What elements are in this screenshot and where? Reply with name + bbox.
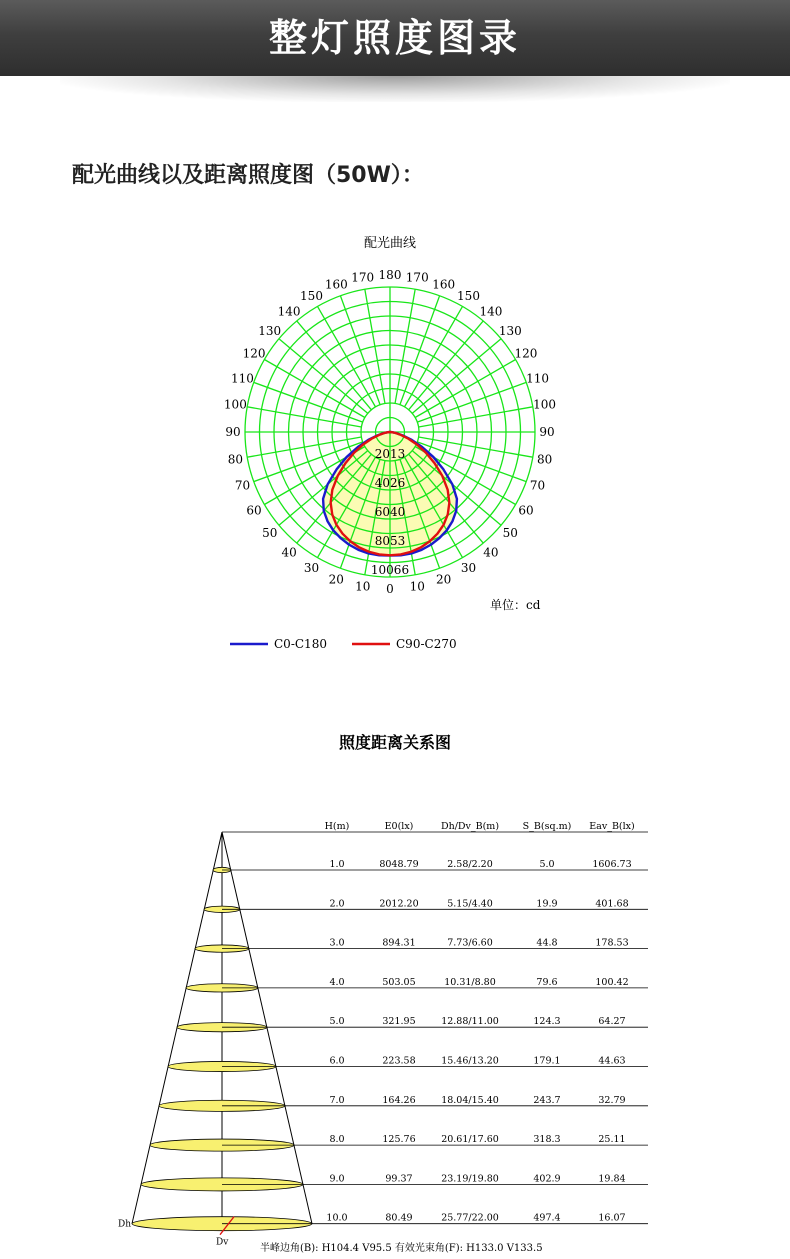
table-cell: 44.63 xyxy=(598,1055,626,1067)
polar-angle-label: 20 xyxy=(328,572,344,587)
polar-angle-label: 160 xyxy=(324,277,348,292)
polar-angle-label: 130 xyxy=(258,324,282,339)
table-cell: 100.42 xyxy=(595,976,629,988)
table-cell: 7.73/6.60 xyxy=(447,937,493,949)
polar-unit-label: 单位：cd xyxy=(490,598,541,612)
table-cell: 402.9 xyxy=(533,1173,561,1185)
polar-angle-label: 40 xyxy=(483,545,499,560)
polar-angle-label: 170 xyxy=(405,270,429,285)
polar-angle-label: 150 xyxy=(300,289,323,304)
table-cell: 2.58/2.20 xyxy=(447,859,493,870)
cone-table xyxy=(325,821,635,1224)
polar-angle-label: 120 xyxy=(242,346,266,361)
polar-angle-label: 150 xyxy=(457,289,480,304)
table-cell: 5.0 xyxy=(539,859,555,870)
table-cell: 178.53 xyxy=(595,937,629,949)
polar-radial-label: 6040 xyxy=(374,505,406,520)
polar-angle-label: 120 xyxy=(514,346,538,361)
cone-chart xyxy=(0,810,790,1259)
cone-footer: 半峰边角(B): H104.4 V95.5 有效光束角(F): H133.0 V133.5 xyxy=(260,1243,543,1254)
table-cell: 19.84 xyxy=(598,1173,626,1185)
table-cell: 321.95 xyxy=(382,1016,416,1028)
polar-radial-label: 8053 xyxy=(374,534,406,549)
polar-angle-label: 180 xyxy=(378,268,402,282)
polar-angle-label: 0 xyxy=(386,582,394,596)
polar-angle-label: 60 xyxy=(246,503,262,518)
polar-angle-label: 140 xyxy=(277,304,301,319)
polar-grid-spoke xyxy=(340,296,380,405)
polar-angle-label: 110 xyxy=(526,371,549,386)
table-header-cell: H(m) xyxy=(324,821,350,832)
table-cell: 1606.73 xyxy=(592,859,632,870)
polar-angle-label: 20 xyxy=(436,572,452,587)
table-cell: 15.46/13.20 xyxy=(441,1055,499,1067)
table-cell: 23.19/19.80 xyxy=(441,1173,499,1185)
polar-angle-label: 80 xyxy=(227,452,244,467)
table-cell: 125.76 xyxy=(382,1134,416,1146)
polar-angle-label: 70 xyxy=(529,478,546,493)
polar-angle-label: 90 xyxy=(539,425,555,439)
polar-angle-label: 110 xyxy=(231,371,254,386)
table-cell: 1.0 xyxy=(329,859,345,870)
table-cell: 79.6 xyxy=(536,976,558,988)
table-cell: 5.15/4.40 xyxy=(447,898,493,910)
polar-angle-label: 40 xyxy=(281,545,297,560)
dv-label: Dv xyxy=(216,1237,229,1248)
table-cell: 20.61/17.60 xyxy=(441,1134,499,1146)
dh-label: Dh xyxy=(118,1219,132,1230)
cone-chart-title: 照度距离关系图 xyxy=(338,733,451,752)
polar-radial-label: 2013 xyxy=(374,446,406,461)
polar-angle-label: 70 xyxy=(234,478,251,493)
polar-angle-label: 30 xyxy=(303,560,320,575)
table-header-cell: E0(lx) xyxy=(384,821,414,832)
table-cell: 8.0 xyxy=(329,1134,345,1146)
legend-label: C0-C180 xyxy=(274,637,327,651)
table-cell: 44.8 xyxy=(536,937,558,949)
polar-angle-label: 170 xyxy=(351,270,375,285)
banner-title: 整灯照度图录 xyxy=(268,16,521,60)
polar-chart xyxy=(0,220,790,670)
table-cell: 10.0 xyxy=(326,1212,348,1224)
cone-shapes xyxy=(118,832,648,1248)
table-header-cell: S_B(sq.m) xyxy=(522,821,572,832)
table-cell: 64.27 xyxy=(598,1016,626,1028)
table-cell: 32.79 xyxy=(598,1094,626,1106)
polar-angle-label: 140 xyxy=(479,304,503,319)
table-header-cell: Eav_B(lx) xyxy=(589,821,635,832)
table-cell: 223.58 xyxy=(382,1055,416,1067)
polar-angle-label: 80 xyxy=(536,452,553,467)
table-cell: 16.07 xyxy=(598,1212,626,1224)
section-heading: 配光曲线以及距离照度图（50W）： xyxy=(72,163,424,188)
table-cell: 19.9 xyxy=(536,898,558,910)
polar-angle-label: 100 xyxy=(223,397,247,412)
table-cell: 8048.79 xyxy=(379,859,419,870)
table-cell: 18.04/15.40 xyxy=(441,1094,499,1106)
polar-angle-label: 30 xyxy=(460,560,477,575)
table-cell: 318.3 xyxy=(533,1134,561,1146)
polar-angle-label: 50 xyxy=(502,525,518,540)
table-header-cell: Dh/Dv_B(m) xyxy=(440,821,500,832)
table-cell: 179.1 xyxy=(533,1055,561,1067)
polar-radial-label: 10066 xyxy=(370,563,410,577)
table-cell: 9.0 xyxy=(329,1173,345,1185)
table-cell: 10.31/8.80 xyxy=(444,976,496,988)
table-cell: 2012.20 xyxy=(379,898,419,910)
polar-grid-spoke xyxy=(417,382,526,422)
polar-angle-label: 50 xyxy=(262,525,278,540)
polar-grid-spoke xyxy=(419,437,533,457)
table-cell: 7.0 xyxy=(329,1094,345,1106)
polar-angle-label: 10 xyxy=(409,579,425,594)
polar-grid-spoke xyxy=(400,296,440,405)
polar-legend xyxy=(230,637,457,651)
table-cell: 164.26 xyxy=(382,1094,416,1106)
table-cell: 80.49 xyxy=(385,1212,413,1224)
polar-angle-label: 130 xyxy=(498,324,522,339)
polar-angle-label: 90 xyxy=(225,425,241,439)
polar-grid-spoke xyxy=(254,382,363,422)
polar-angle-label: 60 xyxy=(518,503,534,518)
polar-grid-spoke xyxy=(247,437,361,457)
polar-angle-label: 160 xyxy=(432,277,456,292)
table-cell: 4.0 xyxy=(329,976,345,988)
polar-chart-title: 配光曲线 xyxy=(363,236,417,251)
polar-grid-spoke xyxy=(365,289,385,403)
table-cell: 25.77/22.00 xyxy=(441,1212,499,1224)
table-cell: 2.0 xyxy=(329,898,345,910)
table-cell: 243.7 xyxy=(533,1094,561,1106)
table-cell: 99.37 xyxy=(385,1173,413,1185)
polar-angle-label: 10 xyxy=(355,579,371,594)
polar-grid-spoke xyxy=(419,407,533,427)
table-cell: 503.05 xyxy=(382,976,416,988)
polar-angle-label: 100 xyxy=(533,397,557,412)
banner-shadow xyxy=(60,76,730,102)
table-cell: 401.68 xyxy=(595,898,629,910)
table-cell: 6.0 xyxy=(329,1055,345,1067)
table-cell: 124.3 xyxy=(533,1016,561,1028)
polar-grid-spoke xyxy=(247,407,361,427)
legend-label: C90-C270 xyxy=(396,637,457,651)
table-cell: 3.0 xyxy=(329,937,345,949)
table-cell: 894.31 xyxy=(382,937,416,949)
table-cell: 12.88/11.00 xyxy=(441,1016,499,1028)
polar-grid-spoke xyxy=(395,289,415,403)
polar-radial-label: 4026 xyxy=(374,475,406,490)
table-cell: 5.0 xyxy=(329,1016,345,1028)
table-cell: 497.4 xyxy=(533,1212,561,1224)
table-cell: 25.11 xyxy=(598,1134,626,1146)
